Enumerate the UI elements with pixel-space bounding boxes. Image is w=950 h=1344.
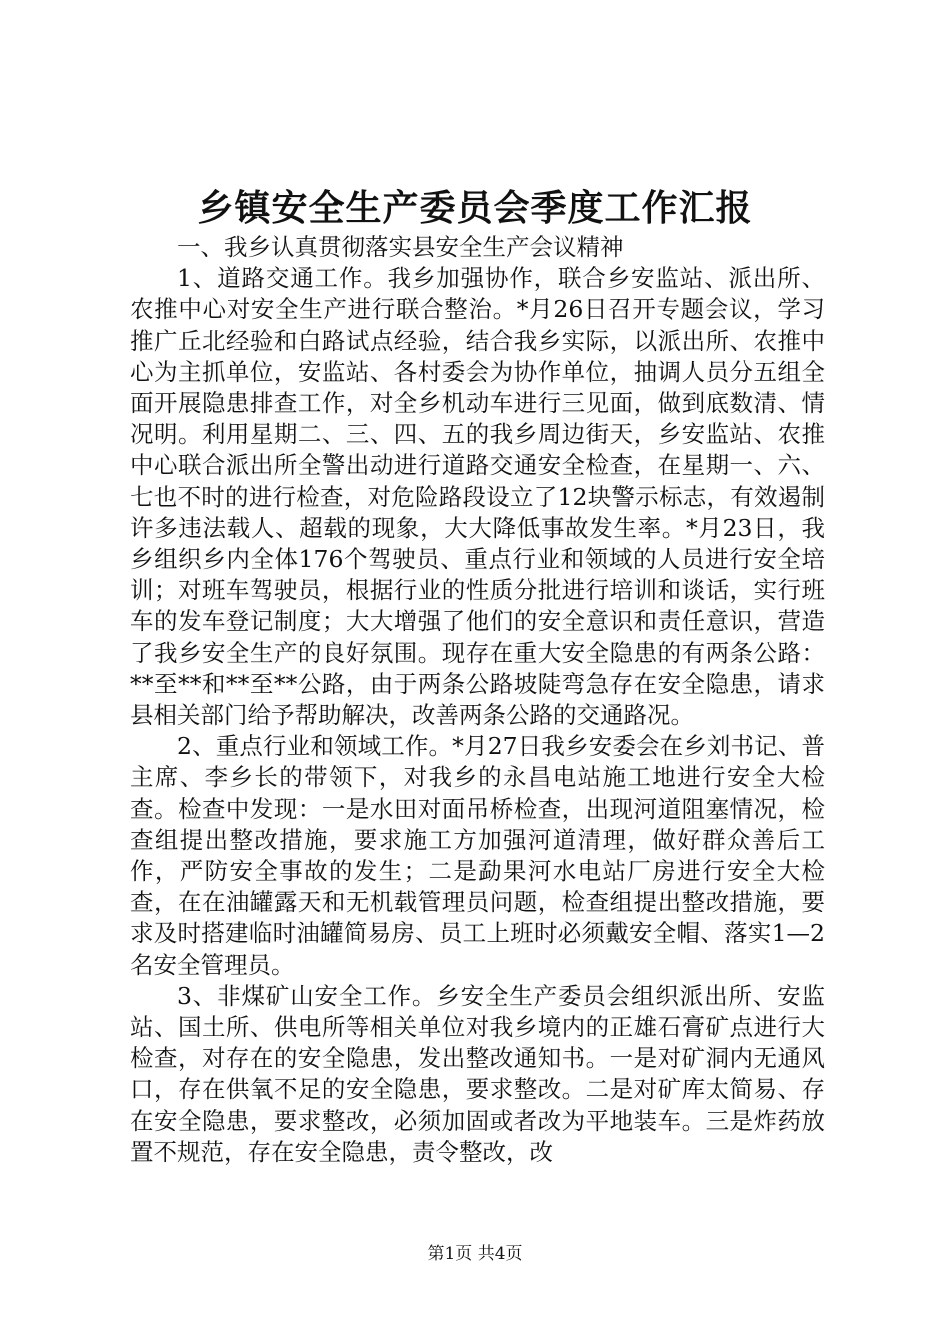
page-footer — [0, 1242, 950, 1266]
page-title: 乡镇安全生产委员会季度工作汇报 — [197, 187, 753, 229]
document-body — [130, 232, 825, 1168]
paragraph-key-industries: 2、重点行业和领域工作。*月27日我乡安委会在乡刘书记、普主席、李乡长的带领下，对我乡的永昌电站施工地进行安全大检查。检查中发现：一是水田对面吊桥检查，出现河道阻塞情况，检查组提出整改措施，要求施工方加强河道清理，做好群众善后工作，严防安全事故的发生；二是勐果河水电站厂房进行安全大检查，在在油罐露天和无机载管理员问题，检查组提出整改措施，要求及时搭建临时油罐简易房、员工上班时必须戴安全帽、落实1—2名安全管理员。 — [130, 732, 825, 979]
paragraph-non-coal-mines: 3、非煤矿山安全工作。乡安全生产委员会组织派出所、安监站、国土所、供电所等相关单位对我乡境内的正雄石膏矿点进行大检查，对存在的安全隐患，发出整改通知书。一是对矿洞内无通风口，存在供氧不足的安全隐患，要求整改。二是对矿库太简易、存在安全隐患，要求整改，必须加固或者改为平地装车。三是炸药放置不规范，存在安全隐患，责令整改，改 — [130, 981, 825, 1166]
page-indicator: 第1页 共4页 — [427, 1244, 523, 1264]
paragraph-road-traffic: 1、道路交通工作。我乡加强协作，联合乡安监站、派出所、农推中心对安全生产进行联合整治。*月26日召开专题会议，学习推广丘北经验和白路试点经验，结合我乡实际，以派出所、农推中心为主抓单位，安监站、各村委会为协作单位，抽调人员分五组全面开展隐患排查工作，对全乡机动车进行三见面，做到底数清、情况明。利用星期二、三、四、五的我乡周边街天，乡安监站、农推中心联合派出所全警出动进行道路交通安全检查，在星期一、六、七也不时的进行检查，对危险路段设立了12块警示标志，有效遏制许多违法载人、超载的现象，大大降低事故发生率。*月23日，我乡组织乡内全体176个驾驶员、重点行业和领域的人员进行安全培训；对班车驾驶员，根据行业的性质分批进行培训和谈话，实行班车的发车登记制度；大大增强了他们的安全意识和责任意识，营造了我乡安全生产的良好氛围。现存在重大安全隐患的有两条公路：**至**和**至**公路，由于两条公路坡陡弯急存在安全隐患，请求县相关部门给予帮助解决，改善两条公路的交通路况。 — [130, 264, 825, 730]
section-heading: 一、我乡认真贯彻落实县安全生产会议精神 — [177, 233, 624, 261]
